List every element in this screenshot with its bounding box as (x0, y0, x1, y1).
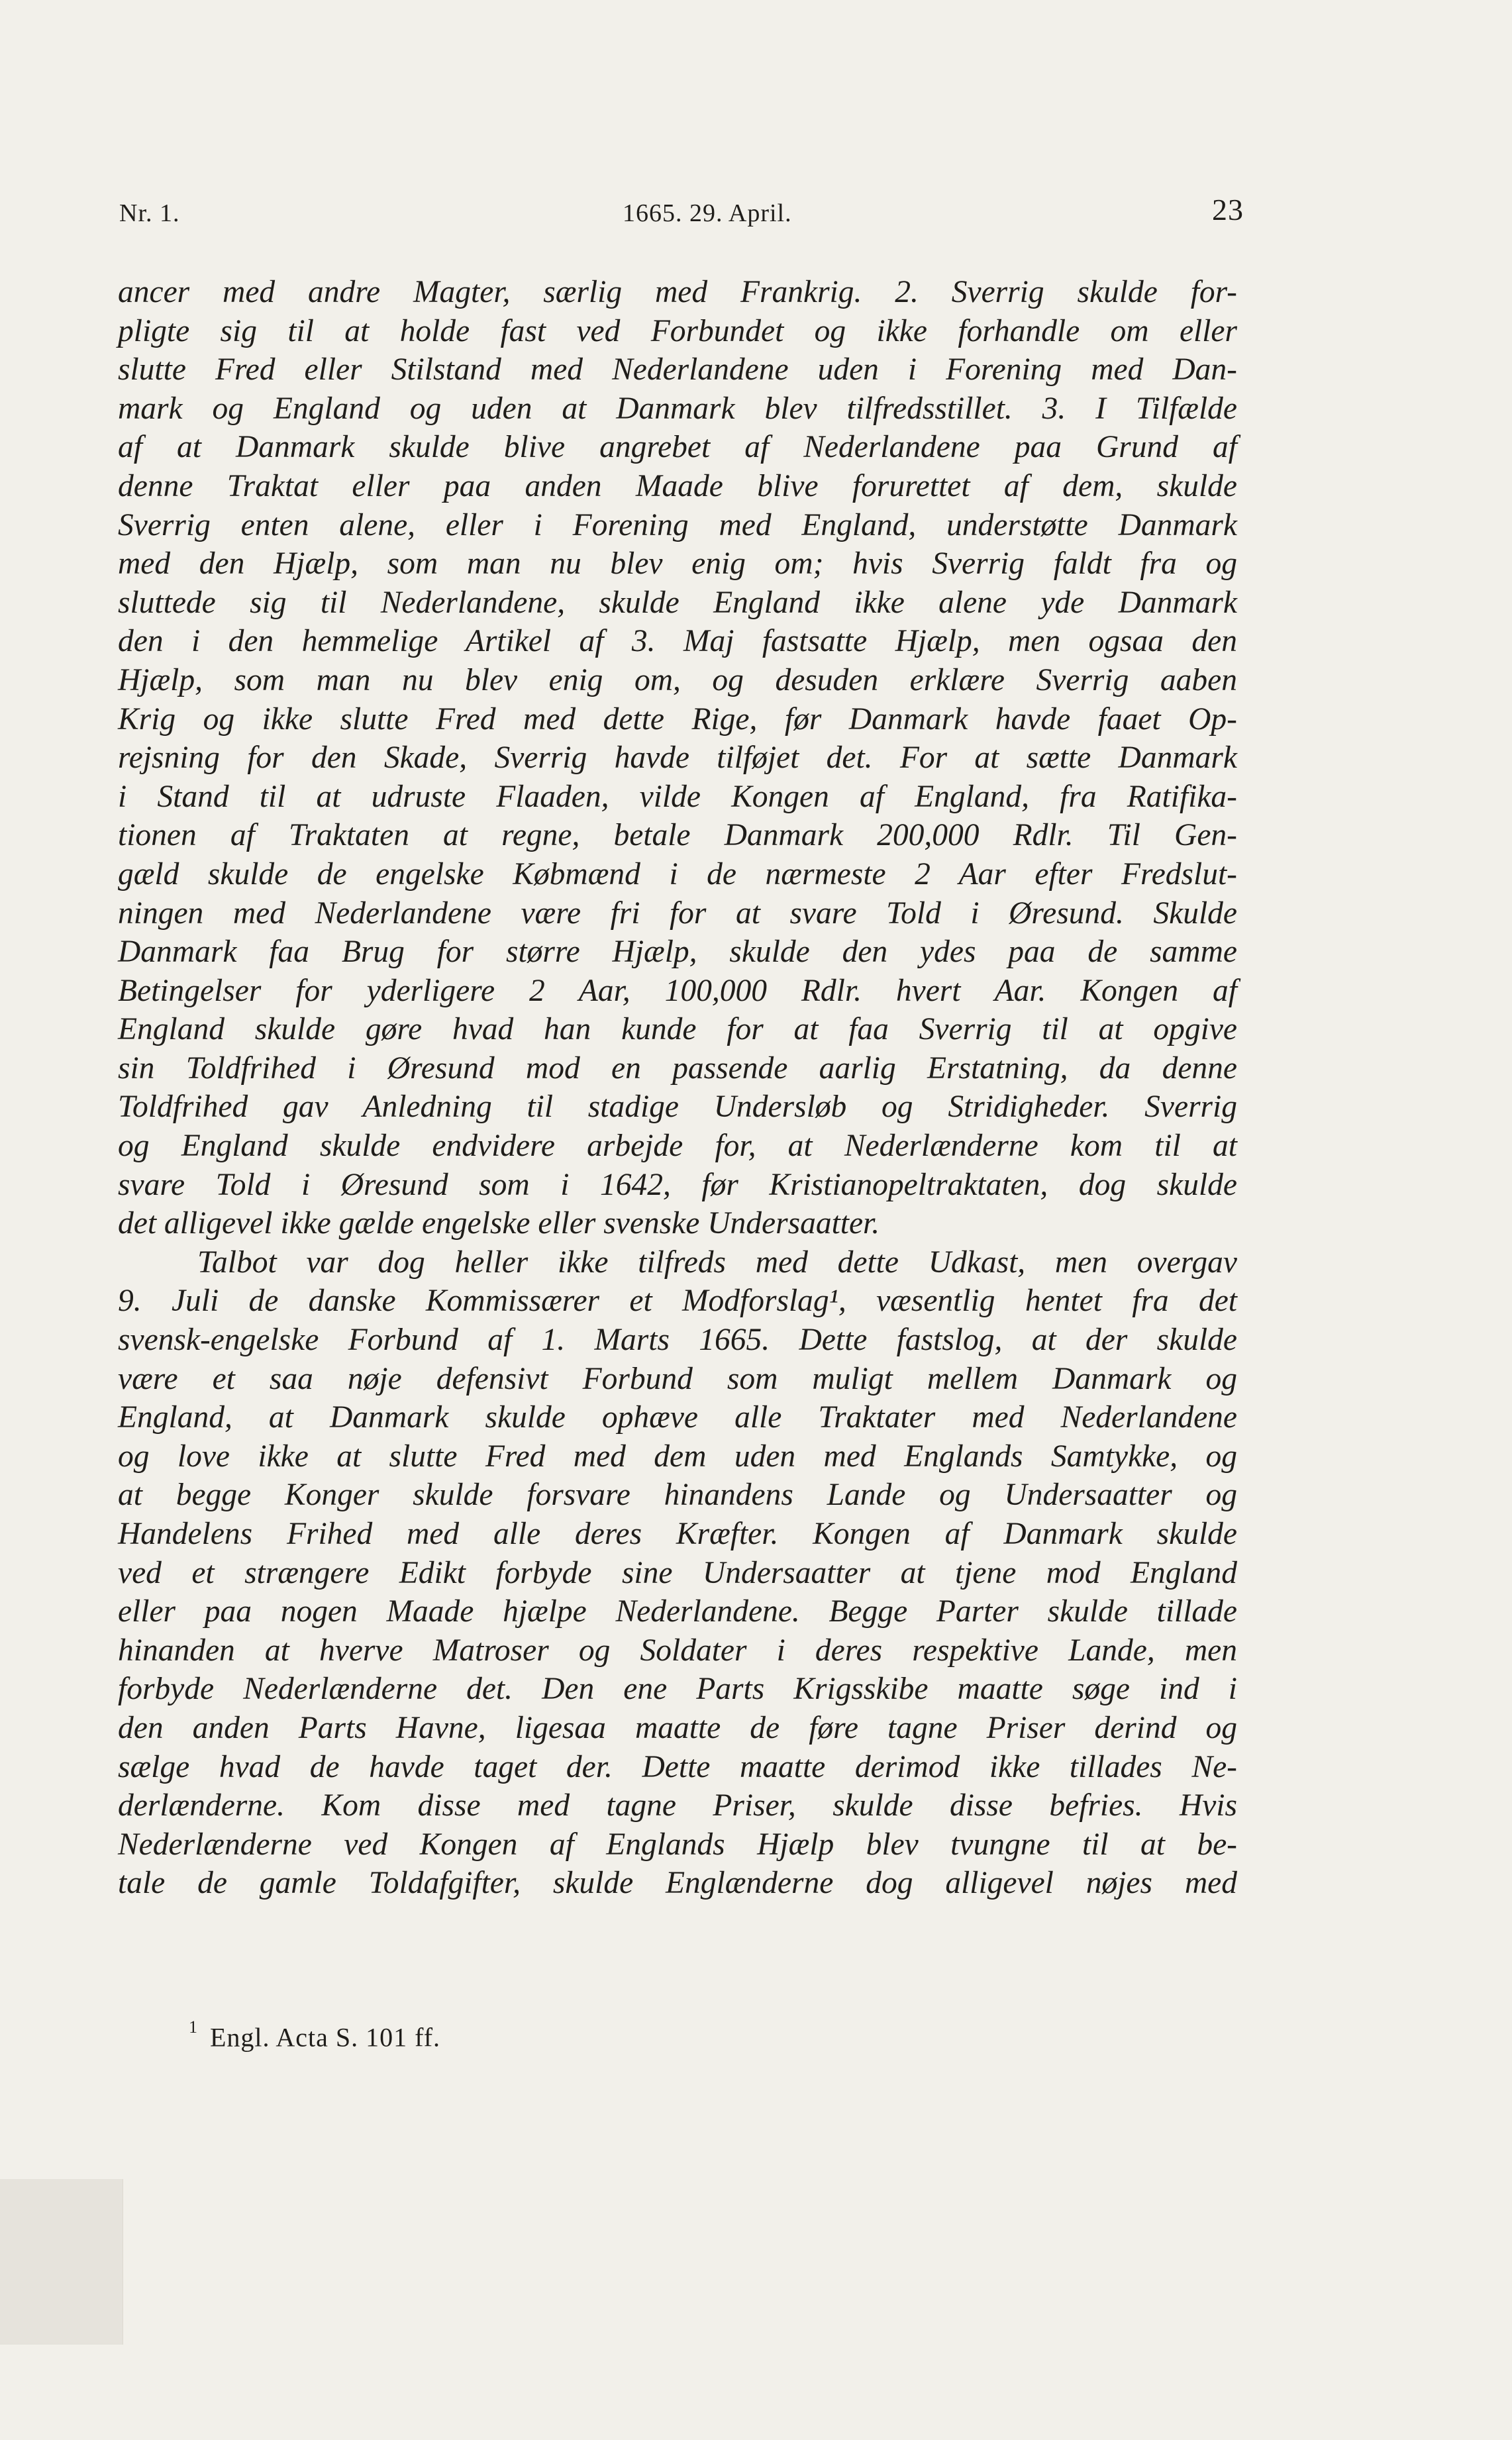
text-line: sluttede sig til Nederlandene, skulde England ikke alene yde Danmark (118, 585, 1237, 620)
text-line: tale de gamle Toldafgifter, skulde Englænderne dog alligevel nøjes med (118, 1866, 1237, 1901)
text-line: af at Danmark skulde blive angrebet af Nederlandene paa Grund af (118, 430, 1237, 465)
text-line: England skulde gøre hvad han kunde for at faa Sverrig til at opgive (118, 1012, 1237, 1047)
paper-blemish (0, 2179, 123, 2345)
text-line: den anden Parts Havne, ligesaa maatte de føre tagne Priser derind og (118, 1710, 1237, 1745)
text-line: hinanden at hverve Matroser og Soldater i deres respektive Lande, men (118, 1633, 1237, 1668)
text-line: og England skulde endvidere arbejde for, at Nederlænderne kom til at (118, 1129, 1237, 1164)
text-line: Talbot var dog heller ikke tilfreds med dette Udkast, men overgav (197, 1245, 1237, 1280)
text-line: sin Toldfrihed i Øresund mod en passende aarlig Erstatning, da denne (118, 1050, 1237, 1086)
text-line: Nederlænderne ved Kongen af Englands Hjælp blev tvungne til at be- (118, 1827, 1237, 1862)
text-line: i Stand til at udruste Flaaden, vilde Kongen af England, fra Ratifika- (118, 779, 1237, 814)
text-line: ningen med Nederlandene være fri for at svare Told i Øresund. Skulde (118, 895, 1237, 931)
text-line: slutte Fred eller Stilstand med Nederlandene uden i Forening med Dan- (118, 352, 1237, 387)
text-line: svare Told i Øresund som i 1642, før Kristianopeltraktaten, dog skulde (118, 1167, 1237, 1202)
text-line: Handelens Frihed med alle deres Kræfter. Kongen af Danmark skulde (118, 1517, 1237, 1551)
text-line: at begge Konger skulde forsvare hinandens Lande og Undersaatter og (118, 1478, 1237, 1513)
text-line: Toldfrihed gav Anledning til stadige Undersløb og Stridigheder. Sverrig (118, 1090, 1237, 1125)
text-line: denne Traktat eller paa anden Maade blive forurettet af dem, skulde (118, 468, 1237, 503)
text-line: Hjælp, som man nu blev enig om, og desuden erklære Sverrig aaben (118, 662, 1237, 697)
page-header (119, 193, 1244, 238)
text-line: svensk-engelske Forbund af 1. Marts 1665. Dette fastslog, at der skulde (118, 1323, 1237, 1358)
text-line: derlænderne. Kom disse med tagne Priser, skulde disse befries. Hvis (118, 1788, 1237, 1823)
text-line: være et saa nøje defensivt Forbund som muligt mellem Danmark og (118, 1361, 1237, 1396)
text-line: pligte sig til at holde fast ved Forbundet og ikke forhandle om eller (118, 313, 1237, 348)
text-line: eller paa nogen Maade hjælpe Nederlandene. Begge Parter skulde tillade (118, 1594, 1237, 1629)
text-line: Betingelser for yderligere 2 Aar, 100,000 Rdlr. hvert Aar. Kongen af (118, 973, 1237, 1008)
text-line: mark og England og uden at Danmark blev tilfredsstillet. 3. I Tilfælde (118, 391, 1237, 426)
text-line: 9. Juli de danske Kommissærer et Modforslag¹, væsentlig hentet fra det (118, 1284, 1237, 1319)
text-line: rejsning for den Skade, Sverrig havde tilføjet det. For at sætte Danmark (118, 740, 1237, 776)
text-line: den i den hemmelige Artikel af 3. Maj fastsatte Hjælp, men ogsaa den (118, 624, 1237, 659)
text-line: med den Hjælp, som man nu blev enig om; hvis Sverrig faldt fra og (118, 546, 1237, 582)
text-line: og love ikke at slutte Fred med dem uden med Englands Samtykke, og (118, 1439, 1237, 1474)
document-number: Nr. 1. (119, 199, 180, 227)
text-line: det alligevel ikke gælde engelske eller svenske Undersaatter. (118, 1206, 880, 1241)
body-text (118, 273, 1237, 1903)
footnote-text: Engl. Acta S. 101 ff. (210, 2022, 441, 2053)
text-line: England, at Danmark skulde ophæve alle Traktater med Nederlandene (118, 1400, 1237, 1435)
text-line: gæld skulde de engelske Købmænd i de nærmeste 2 Aar efter Fredslut- (118, 856, 1237, 891)
text-line: ved et strængere Edikt forbyde sine Undersaatter at tjene mod England (118, 1555, 1237, 1590)
text-line: sælge hvad de havde taget der. Dette maatte derimod ikke tillades Ne- (118, 1749, 1237, 1784)
text-line: Krig og ikke slutte Fred med dette Rige, før Danmark havde faaet Op- (118, 701, 1237, 737)
footnote-marker: 1 (189, 2017, 198, 2037)
document-date: 1665. 29. April. (623, 199, 792, 227)
footnote (189, 2017, 441, 2053)
page-number: 23 (1212, 193, 1244, 227)
text-line: tionen af Traktaten at regne, betale Danmark 200,000 Rdlr. Til Gen- (118, 818, 1237, 853)
text-line: Sverrig enten alene, eller i Forening med England, understøtte Danmark (118, 507, 1237, 542)
text-line: ancer med andre Magter, særlig med Frankrig. 2. Sverrig skulde for- (118, 275, 1237, 309)
text-line: forbyde Nederlænderne det. Den ene Parts Krigsskibe maatte søge ind i (118, 1672, 1237, 1707)
text-line: Danmark faa Brug for større Hjælp, skulde den ydes paa de samme (118, 935, 1237, 970)
